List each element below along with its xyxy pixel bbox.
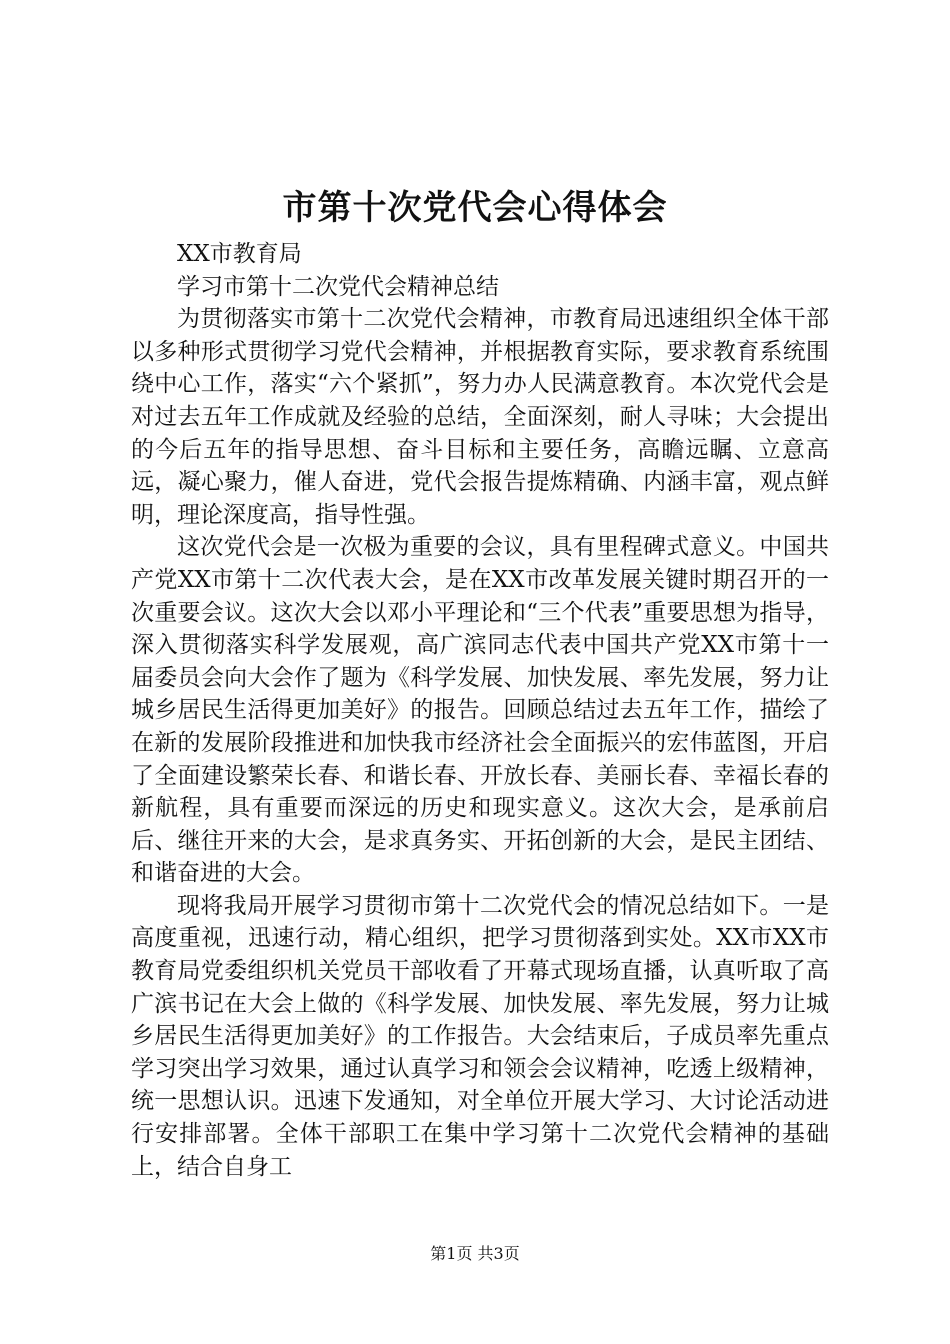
subtitle-line: 学习市第十二次党代会精神总结 [177, 273, 499, 300]
paragraph: 为贯彻落实市第十二次党代会精神，市教育局迅速组织全体干部以多种形式贯彻学习党代会精神，并根据教育实际，要求教育系统围绕中心工作，落实“六个紧抓”，努力办人民满意教育。本次党代会是对过去五年工作成就及经验的总结，全面深刻，耐人寻味；大会提出的今后五年的指导思想、奋斗目标和主要任务，高瞻远瞩、立意高远，凝心聚力，催人奋进，党代会报告提炼精确、内涵丰富，观点鲜明，理论深度高，指导性强。 [131, 306, 829, 528]
document-body [131, 238, 829, 1183]
paragraph: 这次党代会是一次极为重要的会议，具有里程碑式意义。中国共产党XX市第十二次代表大会，是在XX市改革发展关键时期召开的一次重要会议。这次大会以邓小平理论和“三个代表”重要思想为指导，深入贯彻落实科学发展观，高广滨同志代表中国共产党XX市第十一届委员会向大会作了题为《科学发展、加快发展、率先发展，努力让城乡居民生活得更加美好》的报告。回顾总结过去五年工作，描绘了在新的发展阶段推进和加快我市经济社会全面振兴的宏伟蓝图，开启了全面建设繁荣长春、和谐长春、开放长春、美丽长春、幸福长春的新航程，具有重要而深远的历史和现实意义。这次大会，是承前启后、继往开来的大会，是求真务实、开拓创新的大会，是民主团结、和谐奋进的大会。 [131, 534, 829, 887]
page-footer: 第1页 共3页 [430, 1244, 520, 1263]
document-title: 市第十次党代会心得体会 [282, 188, 668, 228]
paragraph: 现将我局开展学习贯彻市第十二次党代会的情况总结如下。一是高度重视，迅速行动，精心组织，把学习贯彻落到实处。XX市XX市教育局党委组织机关党员干部收看了开幕式现场直播，认真听取了高广滨书记在大会上做的《科学发展、加快发展、率先发展，努力让城乡居民生活得更加美好》的工作报告。大会结束后，子成员率先重点学习突出学习效果，通过认真学习和领会会议精神，吃透上级精神，统一思想认识。迅速下发通知，对全单位开展大学习、大讨论活动进行安排部署。全体干部职工在集中学习第十二次党代会精神的基础上，结合自身工 [131, 892, 829, 1180]
author-line: XX市教育局 [177, 241, 302, 267]
